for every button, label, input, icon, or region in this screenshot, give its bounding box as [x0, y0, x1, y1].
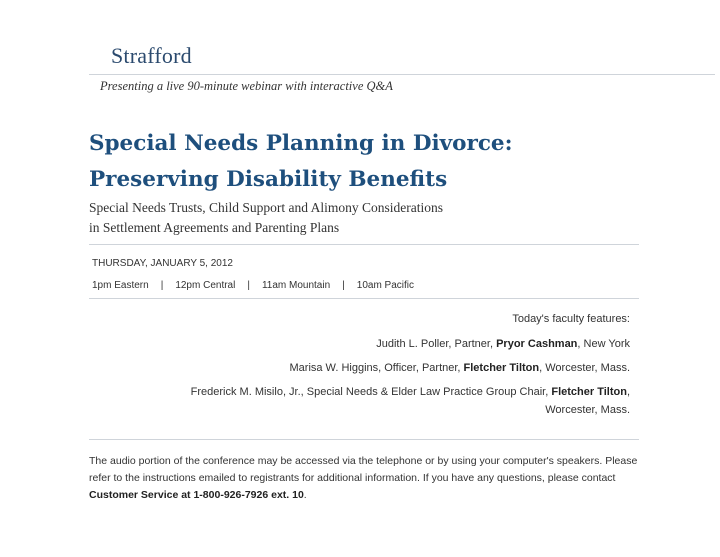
faculty-name: Judith L. Poller, Partner, [376, 338, 497, 350]
audio-notice-end: . [303, 489, 307, 501]
time-eastern: 1pm Eastern [92, 280, 149, 291]
customer-service-contact: Customer Service at 1-800-926-7926 ext. 10 [89, 489, 304, 501]
faculty-location: , New York [577, 338, 630, 350]
time-separator: | [160, 280, 164, 291]
faculty-name: Marisa W. Higgins, Officer, Partner, [289, 362, 464, 374]
audio-notice [89, 453, 649, 504]
time-separator: | [342, 280, 345, 291]
faculty-member [376, 338, 630, 350]
faculty-firm: Pryor Cashman [496, 338, 578, 350]
faculty-firm: Fletcher Tilton [551, 386, 627, 398]
time-pacific: 10am Pacific [356, 280, 415, 291]
time-separator: | [247, 280, 250, 291]
subtitle-line-2: in Settlement Agreements and Parenting Plans [89, 220, 340, 235]
faculty-name: Frederick M. Misilo, Jr., Special Needs & Elder Law Practice Group Chair, [190, 386, 552, 398]
faculty-member [290, 362, 631, 374]
webinar-date: THURSDAY, JANUARY 5, 2012 [92, 258, 233, 269]
time-central: 12pm Central [175, 280, 236, 291]
faculty-firm: Fletcher Tilton [463, 362, 540, 374]
footer-rule [89, 439, 639, 440]
faculty-location: , Worcester, Mass. [539, 362, 630, 374]
faculty-location: , [626, 386, 630, 398]
tagline: Presenting a live 90-minute webinar with interactive Q&A [100, 79, 393, 93]
subtitle-line-1: Special Needs Trusts, Child Support and Alimony Considerations [89, 200, 444, 215]
strafford-logo: Strafford [111, 43, 192, 68]
subtitle-rule [89, 244, 639, 245]
audio-notice-text: The audio portion of the conference may be accessed via the telephone or by using your computer's speakers. Please refer to the instructions emailed to registrants for additional information. If you have any questions, please contact [89, 455, 638, 484]
webinar-times [92, 280, 414, 291]
faculty-heading: Today's faculty features: [512, 313, 630, 325]
header-rule [89, 74, 715, 75]
title-line-1: Special Needs Planning in Divorce: [89, 131, 513, 156]
faculty-member [191, 386, 630, 398]
schedule-rule [89, 298, 639, 299]
faculty-location-continued: Worcester, Mass. [545, 404, 630, 416]
time-mountain: 11am Mountain [261, 280, 331, 291]
title-line-2: Preserving Disability Benefits [89, 167, 448, 192]
